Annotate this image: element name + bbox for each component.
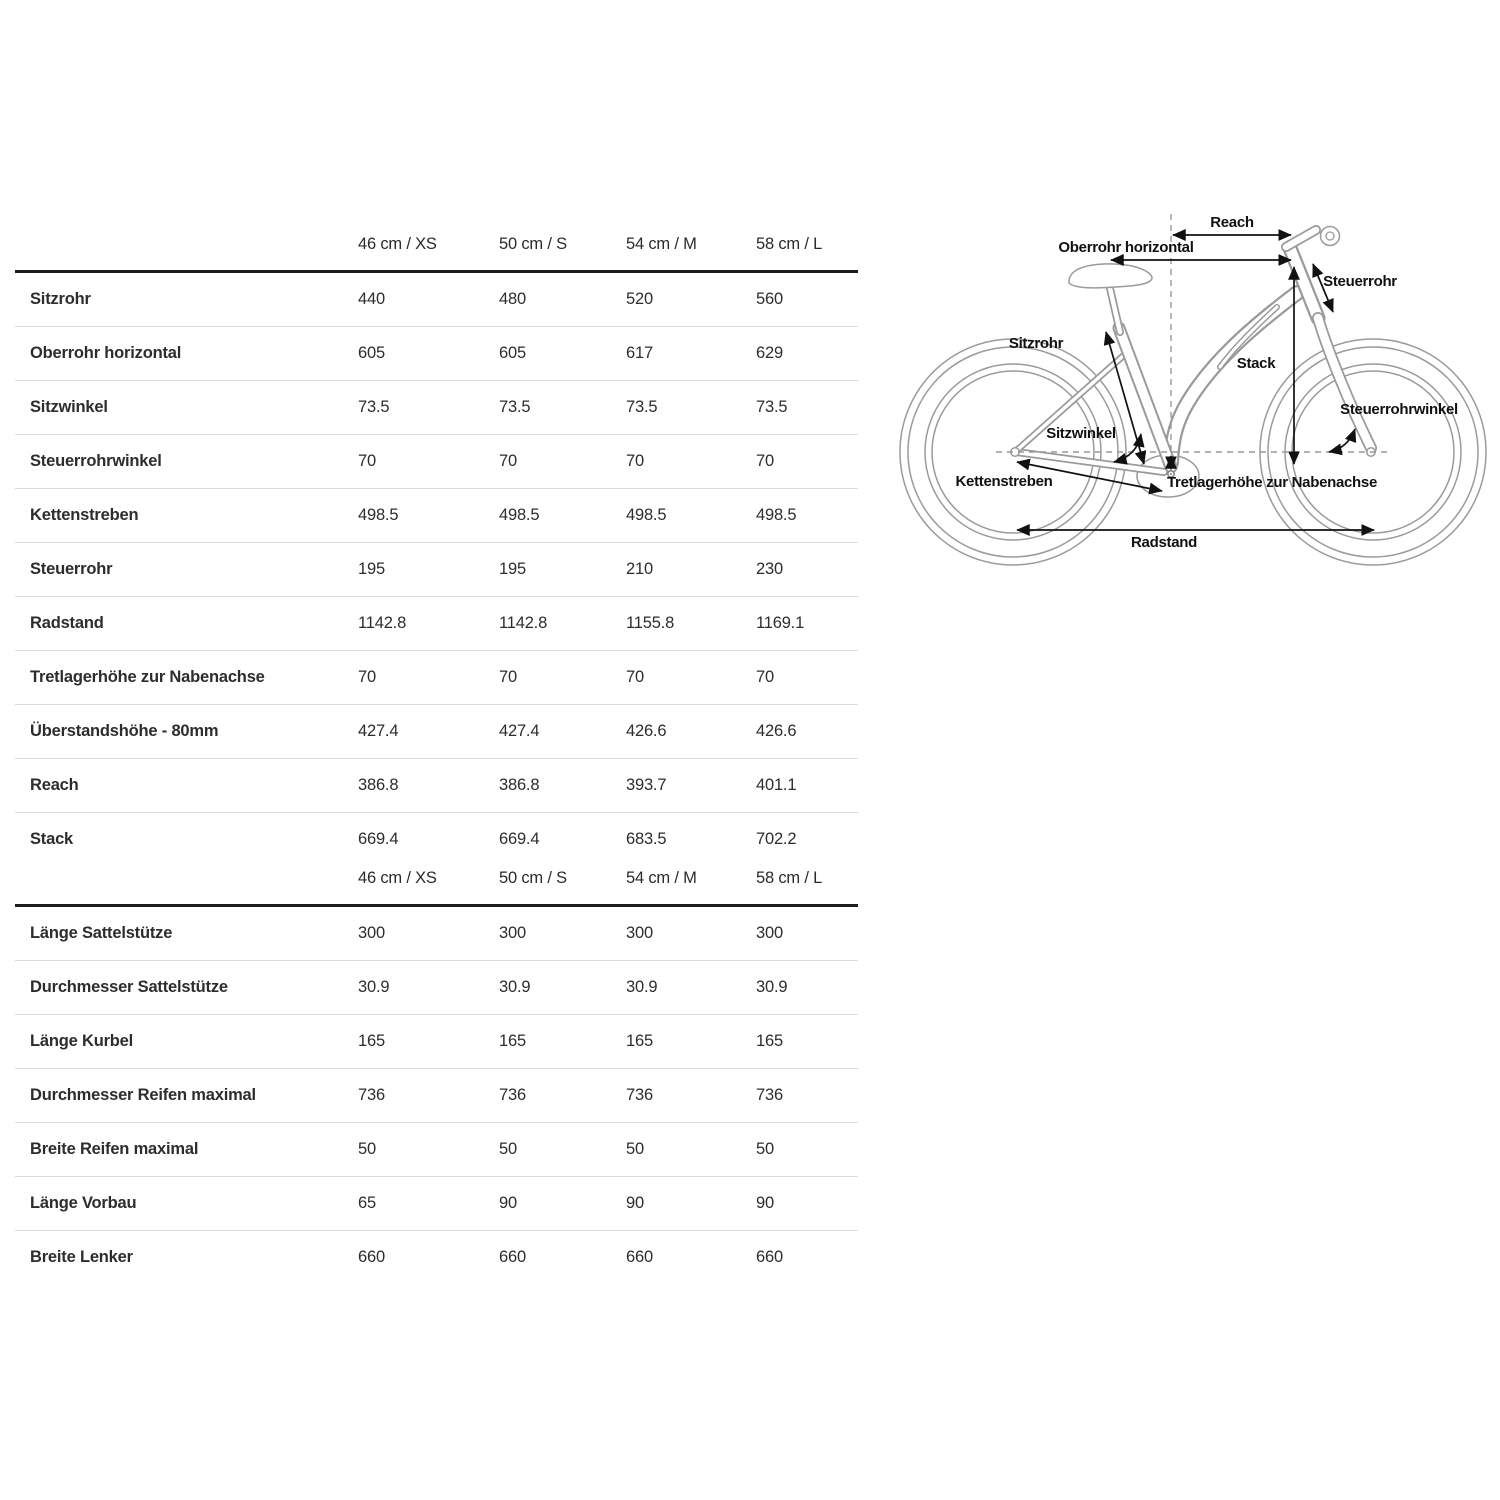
components-table bbox=[15, 853, 858, 1284]
spec-row bbox=[15, 651, 858, 705]
spec-row bbox=[15, 327, 858, 381]
spec-label: Breite Reifen maximal bbox=[30, 1140, 199, 1158]
spec-label: Durchmesser Reifen maximal bbox=[30, 1086, 256, 1104]
spec-row bbox=[15, 1123, 858, 1177]
spec-row bbox=[15, 489, 858, 543]
size-column-header: 58 cm / L bbox=[756, 869, 823, 887]
spec-value: 73.5 bbox=[358, 398, 390, 416]
spec-value: 560 bbox=[756, 290, 783, 308]
spec-row bbox=[15, 1177, 858, 1231]
spec-value: 70 bbox=[499, 668, 517, 686]
spec-value: 1142.8 bbox=[358, 614, 407, 632]
size-column-header: 46 cm / XS bbox=[358, 235, 437, 253]
spec-value: 498.5 bbox=[626, 506, 667, 524]
spec-label: Stack bbox=[30, 830, 74, 848]
spec-value: 70 bbox=[756, 452, 774, 470]
spec-label: Kettenstreben bbox=[30, 506, 139, 524]
spec-value: 386.8 bbox=[358, 776, 399, 794]
spec-value: 498.5 bbox=[358, 506, 399, 524]
spec-label: Überstandshöhe - 80mm bbox=[30, 722, 219, 740]
spec-value: 605 bbox=[358, 344, 385, 362]
spec-value: 70 bbox=[626, 452, 644, 470]
spec-value: 498.5 bbox=[499, 506, 540, 524]
spec-value: 427.4 bbox=[358, 722, 399, 740]
spec-label: Radstand bbox=[30, 614, 104, 632]
spec-value: 73.5 bbox=[499, 398, 531, 416]
size-column-header: 54 cm / M bbox=[626, 235, 697, 253]
spec-value: 165 bbox=[756, 1032, 783, 1050]
spec-value: 30.9 bbox=[358, 978, 390, 996]
spec-label: Breite Lenker bbox=[30, 1248, 133, 1266]
spec-value: 660 bbox=[626, 1248, 653, 1266]
saddle-icon bbox=[1069, 264, 1152, 288]
spec-label: Länge Sattelstütze bbox=[30, 924, 173, 942]
spec-value: 669.4 bbox=[358, 830, 399, 848]
spec-row bbox=[15, 705, 858, 759]
spec-value: 70 bbox=[626, 668, 644, 686]
spec-value: 70 bbox=[756, 668, 774, 686]
spec-value: 65 bbox=[358, 1194, 376, 1212]
diagram-label-oberrohr: Oberrohr horizontal bbox=[1058, 239, 1194, 256]
spec-value: 73.5 bbox=[626, 398, 658, 416]
diagram-label-tretlagerhoehe: Tretlagerhöhe zur Nabenachse bbox=[1167, 474, 1378, 491]
diagram-label-reach: Reach bbox=[1210, 214, 1254, 231]
diagram-label-steuerrohr: Steuerrohr bbox=[1323, 273, 1397, 290]
spec-value: 70 bbox=[499, 452, 517, 470]
spec-value: 683.5 bbox=[626, 830, 667, 848]
spec-label: Länge Vorbau bbox=[30, 1194, 137, 1212]
size-column-header: 58 cm / L bbox=[756, 235, 823, 253]
diagram-label-stack: Stack bbox=[1236, 355, 1276, 372]
spec-value: 427.4 bbox=[499, 722, 540, 740]
spec-value: 90 bbox=[499, 1194, 517, 1212]
spec-row bbox=[15, 381, 858, 435]
spec-value: 50 bbox=[499, 1140, 517, 1158]
spec-label: Länge Kurbel bbox=[30, 1032, 134, 1050]
size-column-header: 50 cm / S bbox=[499, 869, 567, 887]
spec-row bbox=[15, 961, 858, 1015]
spec-value: 30.9 bbox=[626, 978, 658, 996]
spec-value: 736 bbox=[756, 1086, 783, 1104]
spec-value: 165 bbox=[626, 1032, 653, 1050]
size-column-header: 50 cm / S bbox=[499, 235, 567, 253]
spec-value: 90 bbox=[756, 1194, 774, 1212]
spec-value: 426.6 bbox=[626, 722, 667, 740]
spec-label: Reach bbox=[30, 776, 79, 794]
spec-value: 520 bbox=[626, 290, 653, 308]
spec-value: 73.5 bbox=[756, 398, 788, 416]
spec-value: 605 bbox=[499, 344, 526, 362]
spec-value: 210 bbox=[626, 560, 653, 578]
spec-value: 1155.8 bbox=[626, 614, 675, 632]
spec-value: 70 bbox=[358, 452, 376, 470]
diagram-label-sitzwinkel: Sitzwinkel bbox=[1046, 425, 1116, 442]
spec-label: Sitzwinkel bbox=[30, 398, 108, 416]
spec-value: 165 bbox=[499, 1032, 526, 1050]
spec-value: 50 bbox=[626, 1140, 644, 1158]
size-header-row bbox=[15, 853, 858, 904]
spec-value: 90 bbox=[626, 1194, 644, 1212]
spec-label: Oberrohr horizontal bbox=[30, 344, 182, 362]
diagram-label-kettenstreben: Kettenstreben bbox=[955, 473, 1053, 490]
spec-value: 30.9 bbox=[499, 978, 531, 996]
spec-value: 1169.1 bbox=[756, 614, 805, 632]
spec-value: 165 bbox=[358, 1032, 385, 1050]
spec-value: 617 bbox=[626, 344, 653, 362]
spec-value: 401.1 bbox=[756, 776, 797, 794]
spec-value: 736 bbox=[358, 1086, 385, 1104]
components-table-body bbox=[15, 904, 858, 1284]
spec-value: 736 bbox=[499, 1086, 526, 1104]
spec-value: 736 bbox=[626, 1086, 653, 1104]
spec-value: 440 bbox=[358, 290, 385, 308]
spec-value: 300 bbox=[499, 924, 526, 942]
spec-row bbox=[15, 1015, 858, 1069]
spec-value: 660 bbox=[756, 1248, 783, 1266]
diagram-label-sitzrohr: Sitzrohr bbox=[1008, 335, 1064, 352]
spec-value: 300 bbox=[626, 924, 653, 942]
spec-value: 386.8 bbox=[499, 776, 540, 794]
spec-row bbox=[15, 597, 858, 651]
steuerrohrwinkel-arc-arrow bbox=[1329, 429, 1355, 452]
spec-value: 629 bbox=[756, 344, 783, 362]
diagram-label-radstand: Radstand bbox=[1131, 534, 1197, 551]
spec-row bbox=[15, 435, 858, 489]
bike-geometry-diagram bbox=[880, 190, 1500, 600]
spec-value: 195 bbox=[358, 560, 385, 578]
spec-value: 660 bbox=[499, 1248, 526, 1266]
spec-value: 50 bbox=[358, 1140, 376, 1158]
spec-row bbox=[15, 1231, 858, 1284]
geometry-table-body bbox=[15, 270, 858, 866]
spec-value: 669.4 bbox=[499, 830, 540, 848]
spec-value: 393.7 bbox=[626, 776, 667, 794]
spec-value: 300 bbox=[358, 924, 385, 942]
spec-row bbox=[15, 273, 858, 327]
size-column-header: 46 cm / XS bbox=[358, 869, 437, 887]
spec-value: 50 bbox=[756, 1140, 774, 1158]
spec-value: 702.2 bbox=[756, 830, 797, 848]
spec-value: 480 bbox=[499, 290, 526, 308]
spec-label: Steuerrohrwinkel bbox=[30, 452, 162, 470]
spec-label: Sitzrohr bbox=[30, 290, 91, 308]
spec-value: 230 bbox=[756, 560, 783, 578]
size-column-header: 54 cm / M bbox=[626, 869, 697, 887]
spec-value: 30.9 bbox=[756, 978, 788, 996]
spec-label: Durchmesser Sattelstütze bbox=[30, 978, 228, 996]
diagram-label-steuerrohrwinkel: Steuerrohrwinkel bbox=[1340, 401, 1458, 418]
spec-value: 660 bbox=[358, 1248, 385, 1266]
geometry-table bbox=[15, 219, 858, 866]
spec-row bbox=[15, 1069, 858, 1123]
spec-label: Tretlagerhöhe zur Nabenachse bbox=[30, 668, 265, 686]
spec-value: 1142.8 bbox=[499, 614, 548, 632]
spec-label: Steuerrohr bbox=[30, 560, 113, 578]
spec-value: 426.6 bbox=[756, 722, 797, 740]
spec-row bbox=[15, 543, 858, 597]
spec-value: 300 bbox=[756, 924, 783, 942]
spec-value: 195 bbox=[499, 560, 526, 578]
spec-value: 498.5 bbox=[756, 506, 797, 524]
spec-row bbox=[15, 907, 858, 961]
spec-row bbox=[15, 759, 858, 813]
size-header-row bbox=[15, 219, 858, 270]
spec-value: 70 bbox=[358, 668, 376, 686]
